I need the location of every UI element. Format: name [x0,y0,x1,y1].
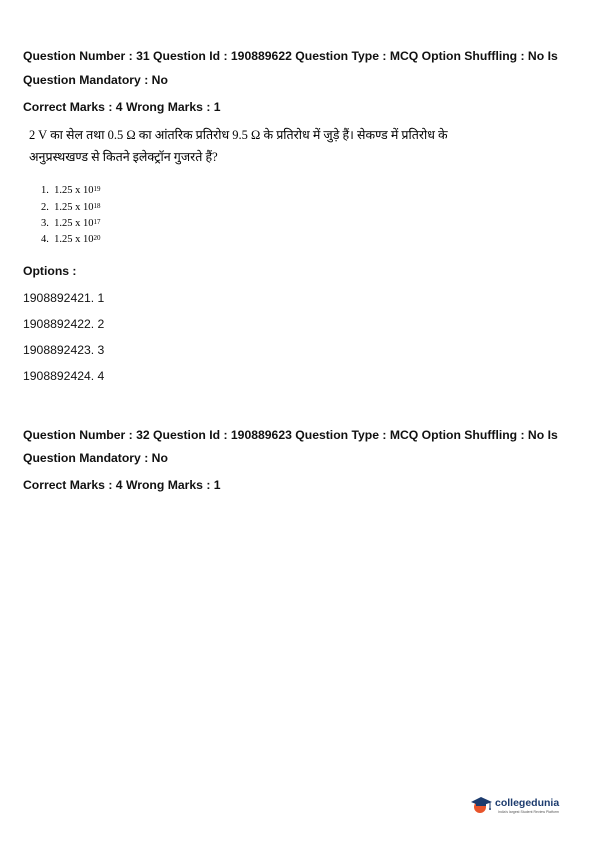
q31-header-line1: Question Number : 31 Question Id : 190889622 Question Type : MCQ Option Shuffling : No Is [23,49,558,63]
q32-marks: Correct Marks : 4 Wrong Marks : 1 [23,478,221,492]
q32-header-line2: Question Mandatory : No [23,451,168,465]
option-row-3: 1908892423. 3 [23,343,105,357]
choice-4: 4. 1.25 x $10^{20}$ [41,234,101,245]
q32-header-line1: Question Number : 32 Question Id : 190889623 Question Type : MCQ Option Shuffling : No Is [23,428,558,442]
question-text-line1: 2 V का सेल तथा 0.5 Ω का आंतरिक प्रतिरोध 9.5 Ω के प्रतिरोध में जुड़े हैं। सेकण्ड में प्रतिरोध के [29,128,448,142]
logo-tagline: India's largest Student Review Platform [498,810,559,814]
question-image [23,122,448,247]
option-row-2: 1908892422. 2 [23,317,105,331]
choice-2: 2. 1.25 x $10^{18}$ [41,202,101,213]
graduation-cap-icon [470,793,494,817]
option-row-1: 1908892421. 1 [23,291,105,305]
options-label: Options : [23,264,77,278]
logo-name: collegedunia [495,797,560,809]
q31-marks: Correct Marks : 4 Wrong Marks : 1 [23,100,221,114]
question-text-line2: अनुप्रस्थखण्ड से कितने इलेक्ट्रॉन गुजरते हैं? [29,150,218,164]
choice-3: 3. 1.25 x $10^{17}$ [41,218,101,229]
collegedunia-logo [470,793,570,823]
choice-1: 1. 1.25 x $10^{19}$ [41,185,101,196]
option-row-4: 1908892424. 4 [23,369,105,383]
q31-header-line2: Question Mandatory : No [23,73,168,87]
